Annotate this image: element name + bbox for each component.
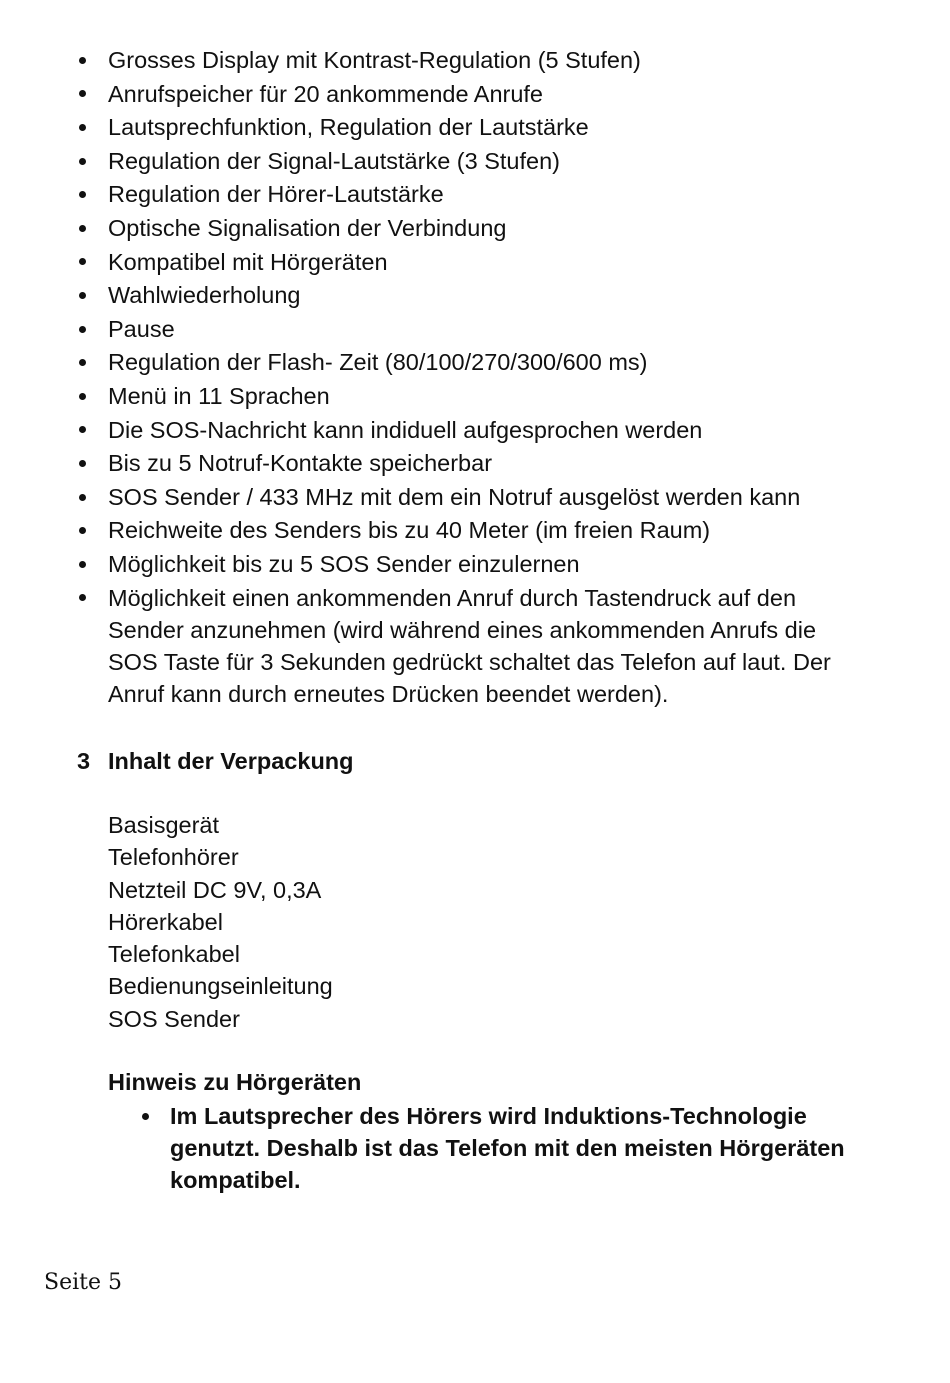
list-item (0, 481, 868, 515)
bullet-icon (76, 279, 88, 313)
list-item (0, 78, 868, 112)
feature-text: Bis zu 5 Notruf-Kontakte speicherbar (108, 450, 493, 477)
feature-list (0, 44, 950, 710)
list-item: Bedienungseinleitung (108, 973, 333, 1000)
section-title: Inhalt der Verpackung (108, 748, 354, 774)
list-item (0, 44, 868, 78)
bullet-icon (76, 313, 88, 347)
bullet-icon (76, 481, 88, 515)
section-number: 3 (77, 748, 91, 774)
bullet-icon (76, 178, 88, 212)
list-item (0, 447, 868, 481)
bullet-icon (76, 582, 88, 614)
list-item (0, 380, 868, 414)
bullet-icon (76, 145, 88, 179)
list-item: Hörerkabel (108, 908, 223, 935)
bullet-icon (76, 111, 88, 145)
feature-text: SOS Sender / 433 MHz mit dem ein Notruf ausgelöst werden kann (108, 483, 801, 510)
feature-text: Regulation der Flash- Zeit (80/100/270/300/600 ms) (108, 349, 648, 376)
list-item (0, 212, 868, 246)
bullet-icon (76, 380, 88, 414)
feature-text: Lautsprechfunktion, Regulation der Lautstärke (108, 114, 589, 141)
list-item: Netzteil DC 9V, 0,3A (108, 876, 322, 903)
feature-text: Kompatibel mit Hörgeräten (108, 248, 388, 275)
package-contents-list (108, 809, 333, 1035)
hint-text: Im Lautsprecher des Hörers wird Induktions-Technologie genutzt. Deshalb ist das Telefon mit den meisten Hörgeräten kompatibel. (170, 1103, 845, 1193)
feature-text: Reichweite des Senders bis zu 40 Meter (im freien Raum) (108, 517, 711, 544)
list-item (0, 313, 868, 347)
list-item (0, 246, 868, 280)
feature-text: Grosses Display mit Kontrast-Regulation (5 Stufen) (108, 47, 641, 73)
hint-heading: Hinweis zu Hörgeräten (108, 1069, 362, 1095)
bullet-icon (76, 246, 88, 280)
feature-text: Möglichkeit bis zu 5 SOS Sender einzulernen (108, 550, 580, 577)
feature-text: Regulation der Signal-Lautstärke (3 Stufen) (108, 147, 560, 174)
list-item (0, 145, 868, 179)
bullet-icon (139, 1100, 151, 1132)
list-item: Telefonkabel (108, 941, 240, 968)
feature-text: Menü in 11 Sprachen (108, 382, 330, 409)
hint-list (0, 1100, 890, 1196)
feature-text: Optische Signalisation der Verbindung (108, 214, 507, 241)
list-item: SOS Sender (108, 1005, 240, 1032)
bullet-icon (76, 78, 88, 112)
list-item: Basisgerät (108, 812, 220, 838)
feature-text: Anrufspeicher für 20 ankommende Anrufe (108, 80, 544, 107)
list-item (0, 414, 868, 448)
feature-text: Pause (108, 315, 175, 342)
bullet-icon (76, 447, 88, 481)
list-item (0, 514, 868, 548)
list-item (0, 346, 868, 380)
bullet-icon (76, 414, 88, 448)
list-item (0, 1100, 890, 1196)
bullet-icon (76, 548, 88, 582)
list-item: Telefonhörer (108, 844, 239, 871)
list-item (0, 111, 868, 145)
list-item (0, 279, 868, 313)
list-item (0, 548, 868, 582)
bullet-icon (76, 346, 88, 380)
feature-text: Wahlwiederholung (108, 282, 301, 309)
feature-text: Regulation der Hörer-Lautstärke (108, 181, 444, 208)
bullet-icon (76, 514, 88, 548)
list-item (0, 178, 868, 212)
feature-text: Die SOS-Nachricht kann indiduell aufgesprochen werden (108, 416, 703, 443)
feature-text: Möglichkeit einen ankommenden Anruf durch Tastendruck auf den Sender anzunehmen (wird während eines ankommenden Anrufs die SOS Taste für 3 Sekunden gedrückt schaltet das Telefon auf laut. Der Anruf kann durch erneutes Drücken beendet werden). (108, 584, 831, 707)
list-item (0, 582, 868, 710)
section-heading (77, 745, 354, 777)
bullet-icon (76, 212, 88, 246)
page-number: Seite 5 (44, 1270, 122, 1295)
bullet-icon (76, 44, 88, 78)
